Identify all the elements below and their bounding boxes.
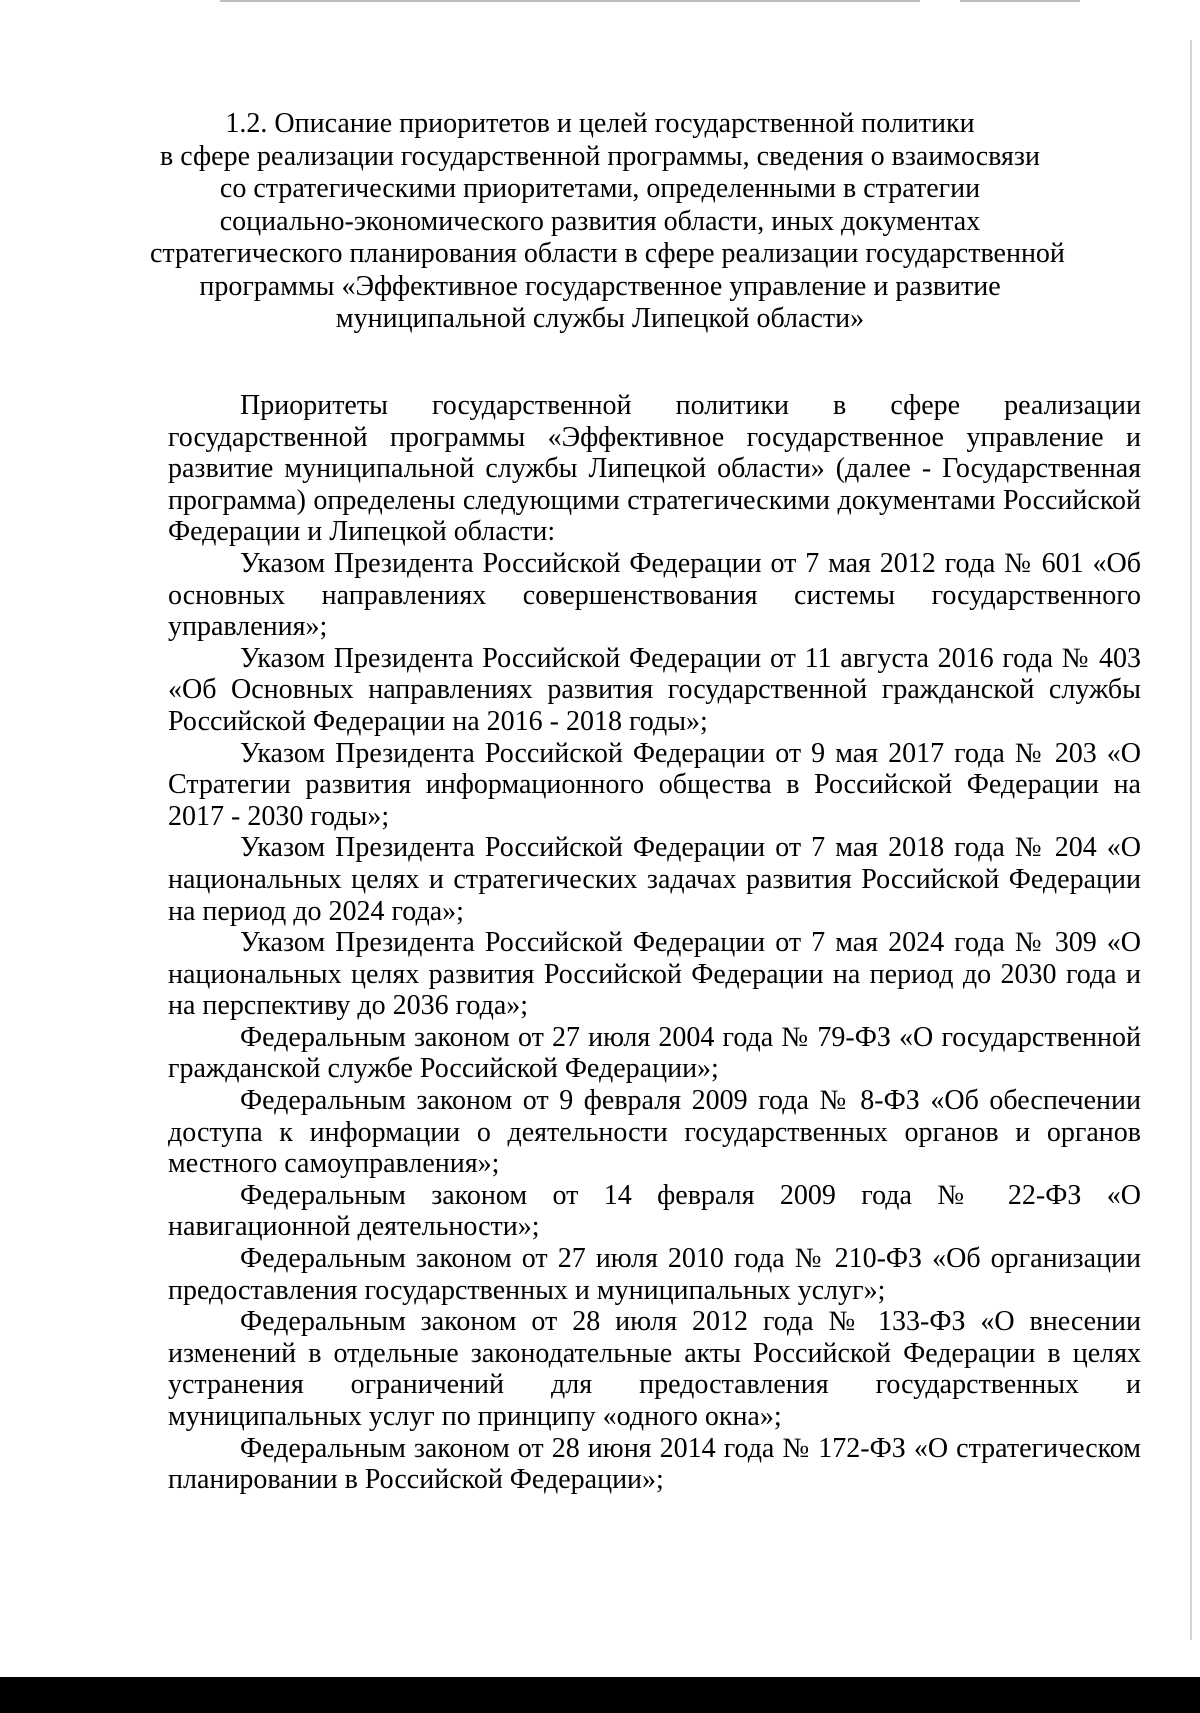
heading-line: стратегического планирования области в сфере реализации государственной [150,238,1065,269]
intro-paragraph: Приоритеты государственной политики в сфере реализации государственной программы «Эффективное государственное управление и развитие муниципальной службы Липецкой области» (далее - Государственная программа) определены следующими стратегическими документами Российской Федерации и Липецкой области: [168,390,1141,548]
heading-line: в сфере реализации государственной программы, сведения о взаимосвязи [160,140,1040,172]
list-item-decree-601: Указом Президента Российской Федерации от 7 мая 2012 года № 601 «Об основных направлениях совершенствования системы государственного управления»; [168,547,1141,643]
scan-artifact-top-line-short [960,0,1080,2]
list-item-law-8fz: Федеральным законом от 9 февраля 2009 года № 8-ФЗ «Об обеспечении доступа к информации о деятельности государственных органов и органов местного самоуправления»; [168,1085,1141,1180]
heading-line: со стратегическими приоритетами, определенными в стратегии [219,173,981,204]
list-item-law-210fz: Федеральным законом от 27 июля 2010 года № 210-ФЗ «Об организации предоставления государственных и муниципальных услуг»; [168,1243,1141,1306]
scan-artifact-right-edge [1190,40,1192,1640]
heading-line: 1.2. Описание приоритетов и целей государственной политики [225,108,975,139]
list-item-decree-403: Указом Президента Российской Федерации от 11 августа 2016 года № 403 «Об Основных направлениях развития государственной гражданской службы Российской Федерации на 2016 - 2018 годы»; [168,642,1141,737]
list-item-decree-204: Указом Президента Российской Федерации от 7 мая 2018 года № 204 «О национальных целях и стратегических задачах развития Российской Федерации на период до 2024 года»; [168,832,1141,927]
list-item-decree-309: Указом Президента Российской Федерации от 7 мая 2024 года № 309 «О национальных целях развития Российской Федерации на период до 2030 года и на перспективу до 2036 года»; [168,927,1141,1022]
scan-artifact-bottom-bar [0,1677,1200,1713]
section-heading [150,108,1065,336]
scan-artifact-top-line [220,0,920,2]
document-body [168,390,1141,1496]
list-item-law-133fz: Федеральным законом от 28 июля 2012 года № 133-ФЗ «О внесении изменений в отдельные законодательные акты Российской Федерации в целях устранения ограничений для предоставления государственных и муниципальных услуг по принципу «одного окна»; [168,1306,1141,1432]
heading-line: социально-экономического развития области, иных документах [219,205,981,237]
list-item-law-79fz: Федеральным законом от 27 июля 2004 года № 79-ФЗ «О государственной гражданской службе Российской Федерации»; [168,1021,1141,1085]
list-item-decree-203: Указом Президента Российской Федерации от 9 мая 2017 года № 203 «О Стратегии развития информационного общества в Российской Федерации на 2017 - 2030 годы»; [168,737,1141,832]
list-item-law-172fz: Федеральным законом от 28 июня 2014 года № 172-ФЗ «О стратегическом планировании в Российской Федерации»; [168,1432,1141,1496]
list-item-law-22fz: Федеральным законом от 14 февраля 2009 года № 22-ФЗ «О навигационной деятельности»; [168,1179,1141,1243]
heading-line: муниципальной службы Липецкой области» [335,303,865,334]
heading-line: программы «Эффективное государственное управление и развитие [199,270,1001,302]
